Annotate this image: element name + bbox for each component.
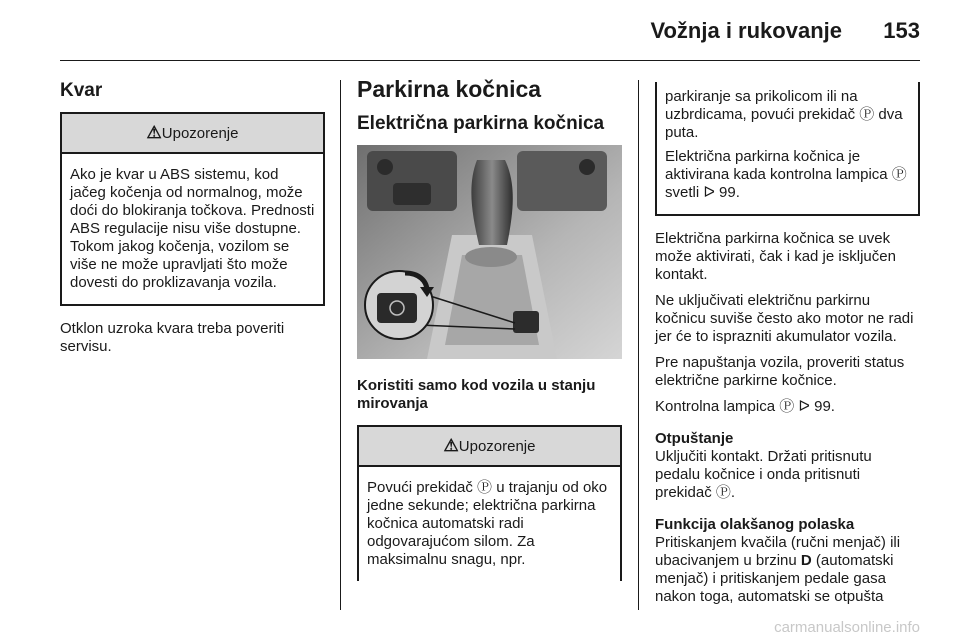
paragraph: Pre napuštanja vozila, proveriti status električne parkirne kočnice. [655, 354, 905, 389]
page-header-title: Vožnja i rukovanje [650, 18, 842, 43]
left-column [60, 68, 325, 364]
warning-header [359, 427, 620, 467]
warning-text: Povući prekidač Ⓟ u trajanju od oko jedne sekunde; električna parkirna kočnica automatski radi odgovarajućom silom. Za maksimalnu snagu, npr. [367, 479, 608, 568]
warning-triangle-icon: ⚠ [443, 436, 459, 455]
page-number: 153 [883, 18, 920, 43]
warning-text: Električna parkirna kočnica je aktivirana kada kontrolna lampica Ⓟ svetli ᐅ 99. [665, 148, 907, 201]
console-photo-icon [357, 145, 622, 359]
header-rule [60, 60, 920, 61]
section-heading-kvar: Kvar [60, 80, 103, 101]
text-segment: (automatski menjač) i pritiskanjem pedale gasa nakon toga, automatski se otpušta [655, 552, 894, 605]
warning-body [359, 467, 620, 581]
subheading-electric-parking-brake: Električna parkirna kočnica [357, 113, 605, 134]
subheading-drive-away-assist: Funkcija olakšanog polaska [655, 516, 855, 533]
gear-d-label: D [800, 552, 812, 569]
middle-column [357, 68, 622, 581]
note-heading: Koristiti samo kod vozila u stanju mirovanja [357, 377, 596, 412]
paragraph: Uključiti kontakt. Držati pritisnutu pedalu kočnice i onda pritisnuti prekidač Ⓟ. [655, 448, 872, 501]
warning-box [357, 425, 622, 581]
warning-box [60, 112, 325, 306]
warning-title: Upozorenje [458, 438, 536, 455]
warning-text: Ako je kvar u ABS sistemu, kod jačeg kočenja od normalnog, može doći do blokiranja točkova. Prednosti ABS regulacije nisu više dostupne. Tokom jakog kočenja, vozilom se više ne može upravljati što može dovesti do proklizavanja vozila. [70, 166, 315, 291]
warning-body [657, 82, 918, 214]
paragraph [655, 534, 920, 606]
column-divider [638, 80, 639, 610]
paragraph: Električna parkirna kočnica se uvek može aktivirati, čak i kad je isključen kontakt. [655, 230, 896, 283]
right-column [655, 68, 920, 614]
warning-triangle-icon: ⚠ [146, 123, 162, 142]
warning-box-continued [655, 82, 920, 216]
column-divider [340, 80, 341, 610]
parking-brake-illustration [357, 145, 622, 359]
warning-header [62, 114, 323, 154]
paragraph: Otklon uzroka kvara treba poveriti servisu. [60, 320, 285, 355]
text-segment: Pritiskanjem kvačila (ručni menjač) ili ubacivanjem u brzinu [655, 534, 901, 569]
warning-title: Upozorenje [161, 125, 239, 142]
paragraph: Ne uključivati električnu parkirnu kočnicu suviše često ako motor ne radi jer će to isprazniti akumulator vozila. [655, 292, 914, 345]
paragraph: Kontrolna lampica Ⓟ ᐅ 99. [655, 398, 835, 415]
subheading-release: Otpuštanje [655, 430, 734, 447]
warning-text: parkiranje sa prikolicom ili na uzbrdicama, povući prekidač Ⓟ dva puta. [665, 88, 903, 141]
warning-body [62, 154, 323, 304]
section-heading-parking-brake: Parkirna kočnica [357, 76, 542, 102]
watermark: carmanualsonline.info [774, 619, 920, 636]
